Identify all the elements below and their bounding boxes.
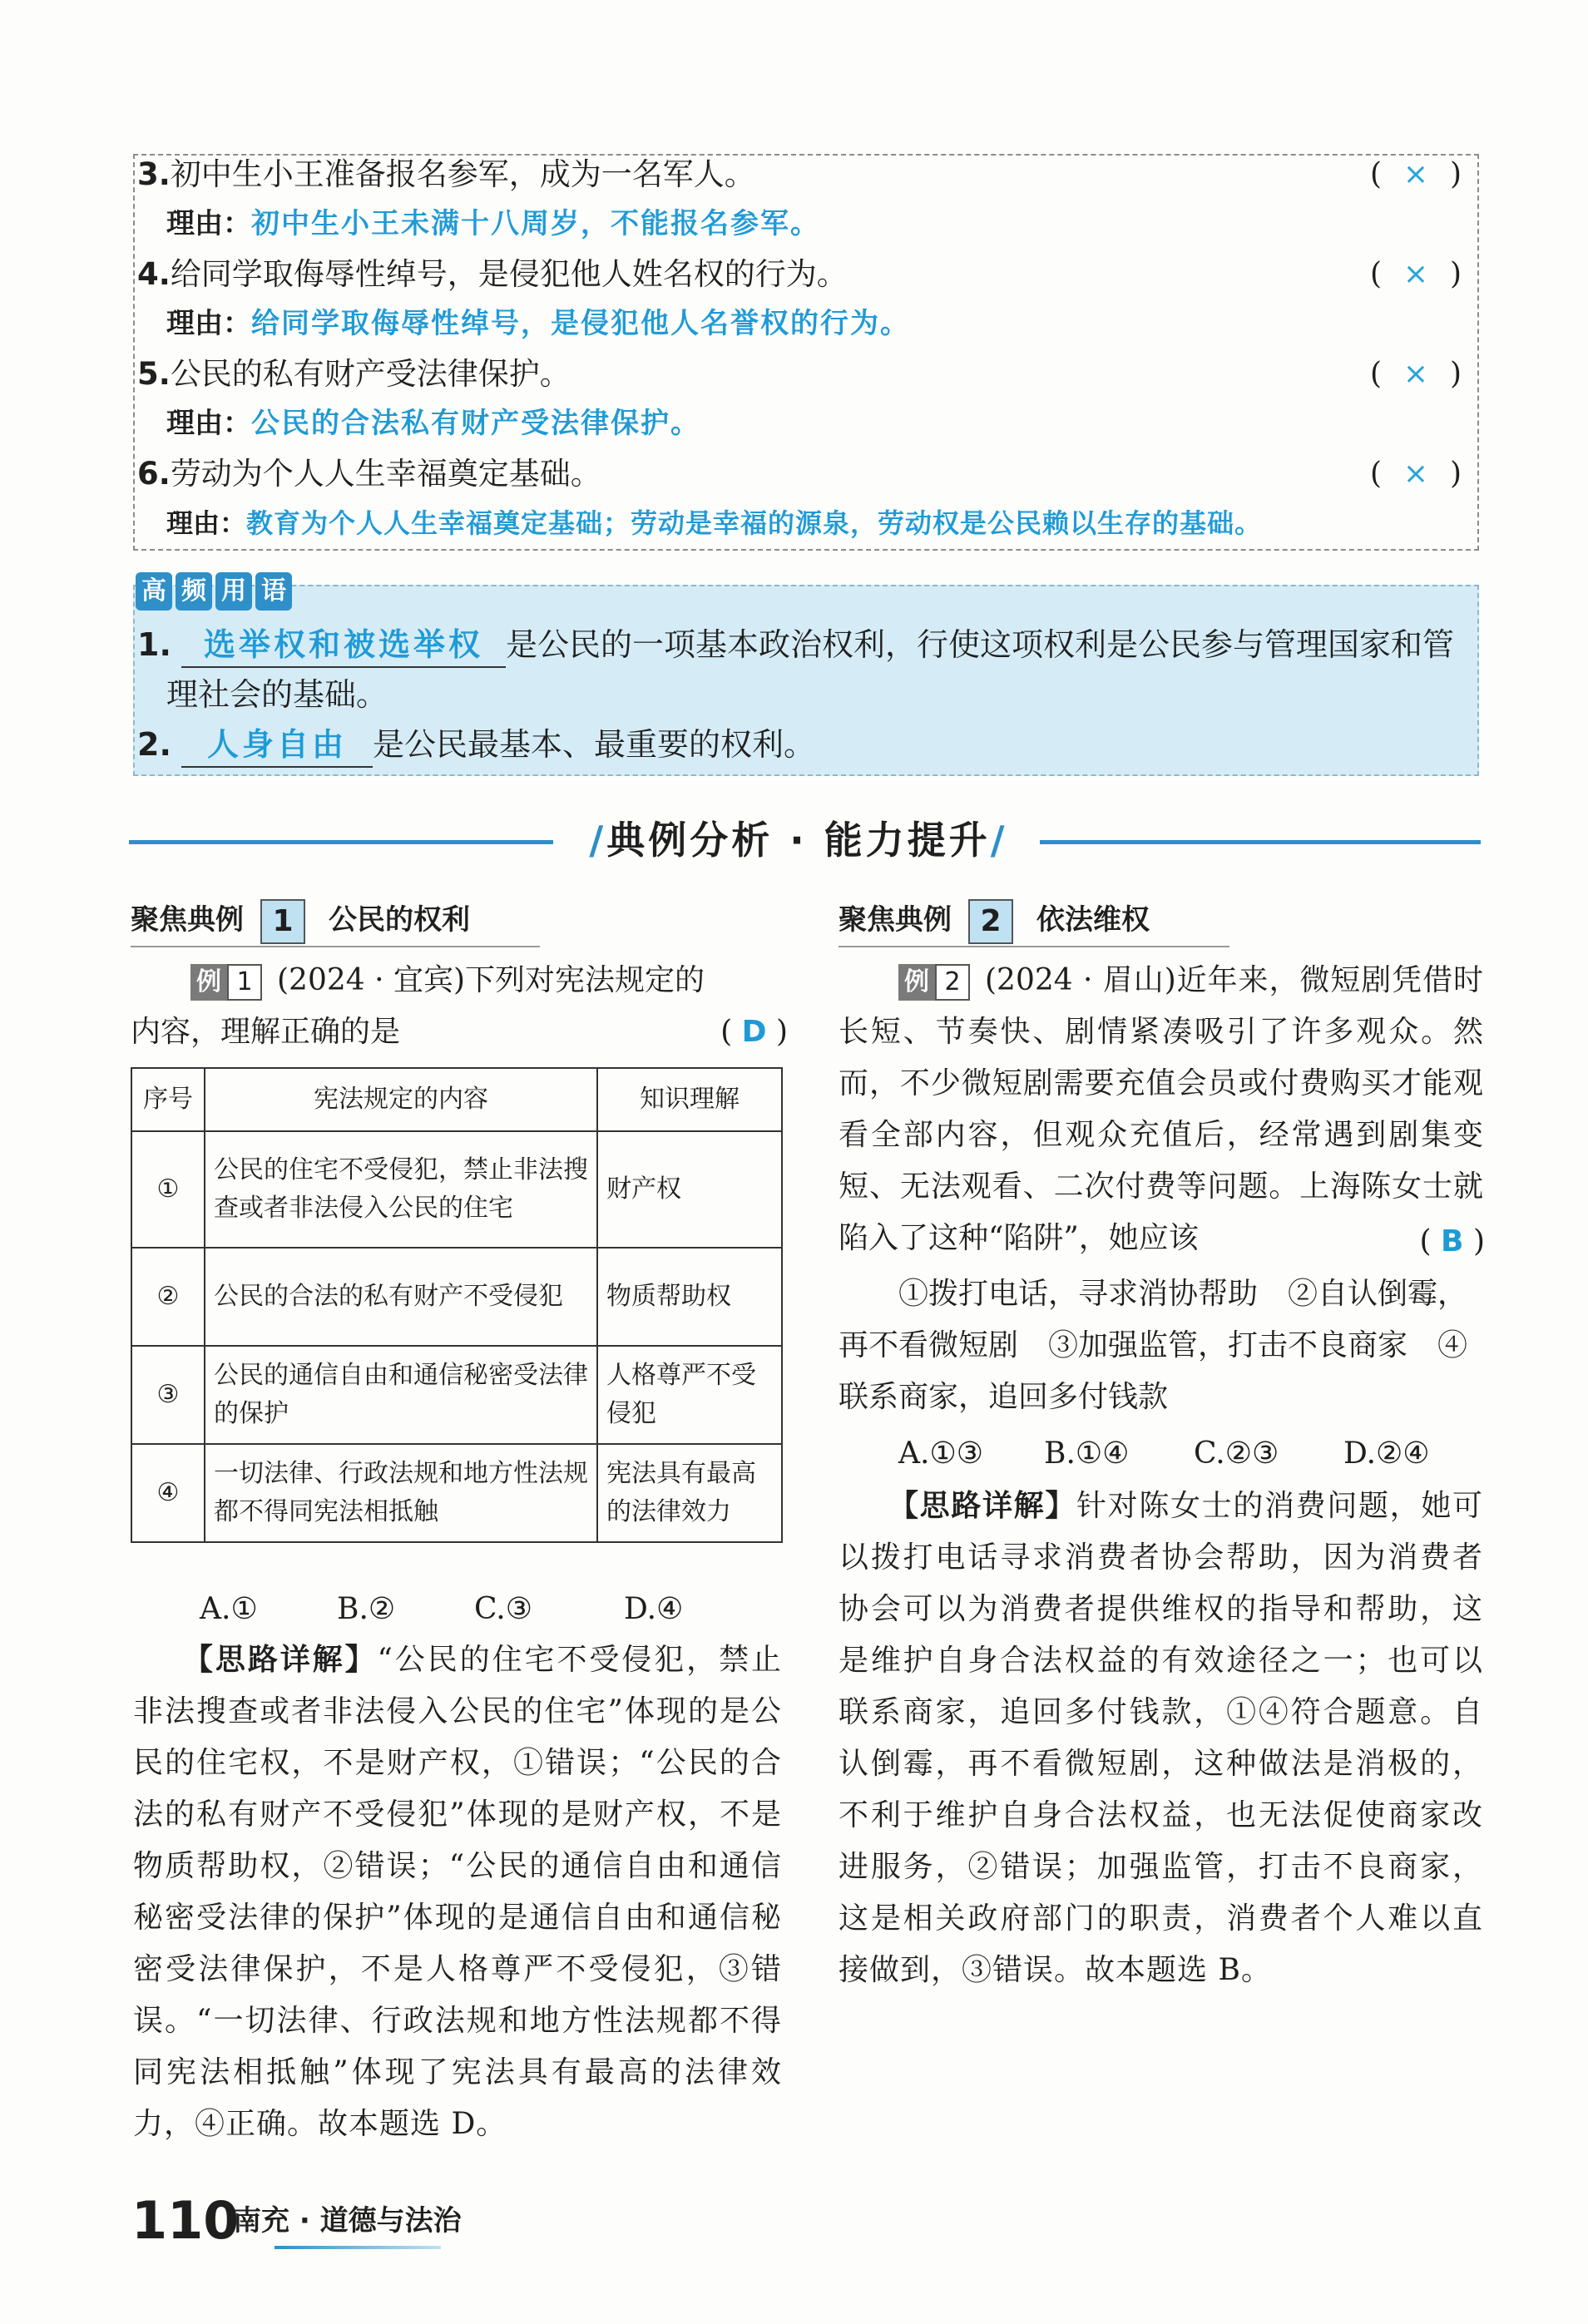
example-number-badge: 1 [260,899,305,944]
left-analysis: 【思路详解】“公民的住宅不受侵犯，禁止非法搜查或者非法侵入公民的住宅”体现的是公民的住宅权，不是财产权，①错误；“公民的合法的私有财产不受侵犯”体现的是财产权，不是物质帮助权，②错误；“公民的通信自由和通信秘密受法律的保护”体现的是通信自由和通信秘密受法律保护，不是人格尊严不受侵犯，③错误。“一切法律、行政法规和地方性法规都不得同宪法相抵触”体现了宪法具有最高的法律效力，④正确。故本题选 D。 [133,1643,782,2141]
choice-c: C.②③ [1194,1436,1279,1471]
high-frequency-line-2: 2. 人身自由 是公民最基本、最重要的权利。 [137,719,815,769]
right-column-header: 聚焦典例 2 依法维权 [839,894,1229,947]
judge-item-3: 3.初中生小王准备报名参军，成为一名军人。 ( × ) [137,150,1477,200]
example-label: 例 2 [898,964,970,1001]
answer-paren: ( × ) [1370,150,1462,200]
fill-blank: 人身自由 [181,723,373,768]
choice-a: A.① [200,1592,258,1626]
answer-paren: ( D ) [720,1015,788,1049]
constitution-table [131,1067,783,1543]
reason-answer: 公民的合法私有财产受法律保护。 [251,407,700,440]
reason-answer: 初中生小王未满十八周岁，不能报名参军。 [251,207,820,240]
answer-paren: ( × ) [1370,449,1462,499]
reason-row-5: 理由：公民的合法私有财产受法律保护。 [166,407,700,440]
answer-letter: D [741,1015,767,1049]
left-column-header: 聚焦典例 1 公民的权利 [131,894,540,947]
answer-paren: ( B ) [1419,1224,1485,1258]
table-row: ② 公民的合法的私有财产不受侵犯 物质帮助权 [131,1248,782,1346]
reason-row-3: 理由：初中生小王未满十八周岁，不能报名参军。 [166,207,820,240]
cross-mark-icon: × [1402,157,1429,191]
judge-item-6: 6.劳动为个人人生幸福奠定基础。 ( × ) [137,449,1477,499]
answer-paren: ( × ) [1370,349,1462,399]
choice-c: C.③ [474,1592,532,1626]
table-row: ③ 公民的通信自由和通信秘密受法律的保护 人格尊严不受侵犯 [131,1346,782,1444]
high-frequency-tag: 高 频 用 语 [136,572,292,614]
reason-row-4: 理由：给同学取侮辱性绰号，是侵犯他人名誉权的行为。 [166,307,910,340]
judge-item-5: 5.公民的私有财产受法律保护。 ( × ) [137,349,1477,399]
fill-blank: 选举权和被选举权 [181,623,506,668]
section-banner: /典例分析 · 能力提升/ [589,818,1008,863]
reason-answer: 给同学取侮辱性绰号，是侵犯他人名誉权的行为。 [251,307,910,340]
high-frequency-line-1: 1. 选举权和被选举权 是公民的一项基本政治权利，行使这项权利是公民参与管理国家和管 [137,620,1454,670]
answer-letter: B [1441,1224,1464,1258]
page-number: 110 [131,2190,240,2251]
judge-item-4: 4.给同学取侮辱性绰号，是侵犯他人姓名权的行为。 ( × ) [137,250,1477,299]
choice-b: B.①④ [1044,1436,1130,1471]
choice-a: A.①③ [898,1436,983,1471]
choice-d: D.②④ [1343,1436,1430,1471]
judge-item-text: 初中生小王准备报名参军，成为一名军人。 [170,156,755,192]
judge-item-text: 劳动为个人人生幸福奠定基础。 [170,456,601,492]
cross-mark-icon: × [1402,357,1429,391]
choice-d: D.④ [624,1592,684,1626]
right-question: 例 2 (2024 · 眉山)近年来，微短剧凭借时长短、节奏快、剧情紧凑吸引了许多观众。然而，不少微短剧需要充值会员或付费购买才能观看全部内容，但观众充值后，经常遇到剧集变短、无法观看、二次付费等问题。上海陈女士就陷入了这种“陷阱”，她应该 [839,963,1483,1255]
section-title: 典例分析 · 能力提升 [606,818,991,863]
footer-rule [275,2246,441,2249]
footer-title: 南充 · 道德与法治 [233,2204,462,2237]
example-number-badge: 2 [968,899,1013,944]
reason-row-6: 理由：教育为个人人生幸福奠定基础；劳动是幸福的源泉，劳动权是公民赖以生存的基础。 [166,507,1263,539]
choice-b: B.② [337,1592,396,1626]
right-analysis: 【思路详解】针对陈女士的消费问题，她可以拨打电话寻求消费者协会帮助，因为消费者协会可以为消费者提供维权的指导和帮助，这是维护自身合法权益的有效途径之一；也可以联系商家，追回多付钱款，①④符合题意。自认倒霉，再不看微短剧，这种做法是消极的，不利于维护自身合法权益，也无法促使商家改进服务，②错误；加强监管，打击不良商家，这是相关政府部门的职责，消费者个人难以直接做到，③错误。故本题选 B。 [839,1489,1483,1987]
table-header-row: 序号 宪法规定的内容 知识理解 [131,1068,782,1131]
example-label: 例 1 [190,964,262,1001]
banner-rule-left [129,840,553,844]
answer-paren: ( × ) [1370,250,1462,299]
left-choices [200,1585,683,1634]
cross-mark-icon: × [1402,457,1429,491]
cross-mark-icon: × [1402,257,1429,291]
reason-answer: 教育为个人人生幸福奠定基础；劳动是幸福的源泉，劳动权是公民赖以生存的基础。 [246,507,1263,539]
table-row: ④ 一切法律、行政法规和地方性法规都不得同宪法相抵触 宪法具有最高的法律效力 [131,1444,782,1542]
banner-rule-right [1040,840,1481,844]
right-options: ①拨打电话，寻求消协帮助 ②自认倒霉，再不看微短剧 ③加强监管，打击不良商家 ④联系商家，追回多付钱款 [839,1277,1468,1414]
judge-item-text: 公民的私有财产受法律保护。 [170,356,571,392]
right-choices [898,1429,1430,1479]
left-question: 例 1 (2024 · 宜宾)下列对宪法规定的 内容，理解正确的是 ( D ) [131,955,788,1058]
high-frequency-line-1-cont: 理社会的基础。 [166,676,388,713]
judge-item-text: 给同学取侮辱性绰号，是侵犯他人姓名权的行为。 [170,256,848,292]
table-row: ① 公民的住宅不受侵犯，禁止非法搜查或者非法侵入公民的住宅 财产权 [131,1131,782,1248]
